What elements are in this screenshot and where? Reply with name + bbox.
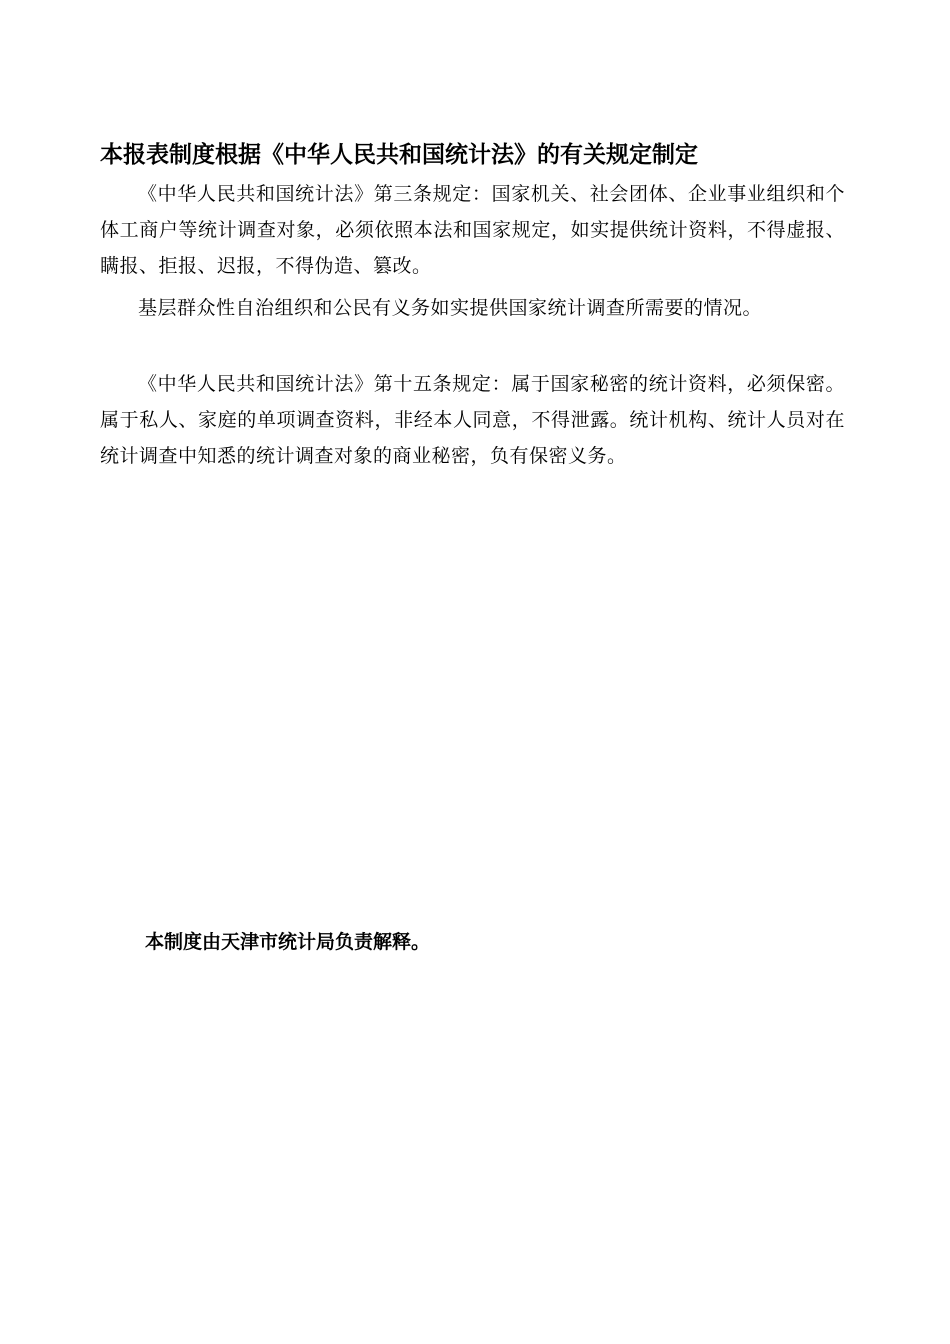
paragraph-article-3: 《中华人民共和国统计法》第三条规定：国家机关、社会团体、企业事业组织和个体工商户等统计调查对象，必须依照本法和国家规定，如实提供统计资料，不得虚报、瞒报、拒报、迟报，不得伪造、篡改。 [100,183,845,277]
interpretation-note: 本制度由天津市统计局负责解释。 [145,931,431,953]
document-heading: 本报表制度根据《中华人民共和国统计法》的有关规定制定 [100,142,698,168]
paragraph-article-15: 《中华人民共和国统计法》第十五条规定：属于国家秘密的统计资料，必须保密。属于私人、家庭的单项调查资料，非经本人同意，不得泄露。统计机构、统计人员对在统计调查中知悉的统计调查对象的商业秘密，负有保密义务。 [100,373,845,467]
paragraph-grassroots-duty: 基层群众性自治组织和公民有义务如实提供国家统计调查所需要的情况。 [138,297,763,319]
